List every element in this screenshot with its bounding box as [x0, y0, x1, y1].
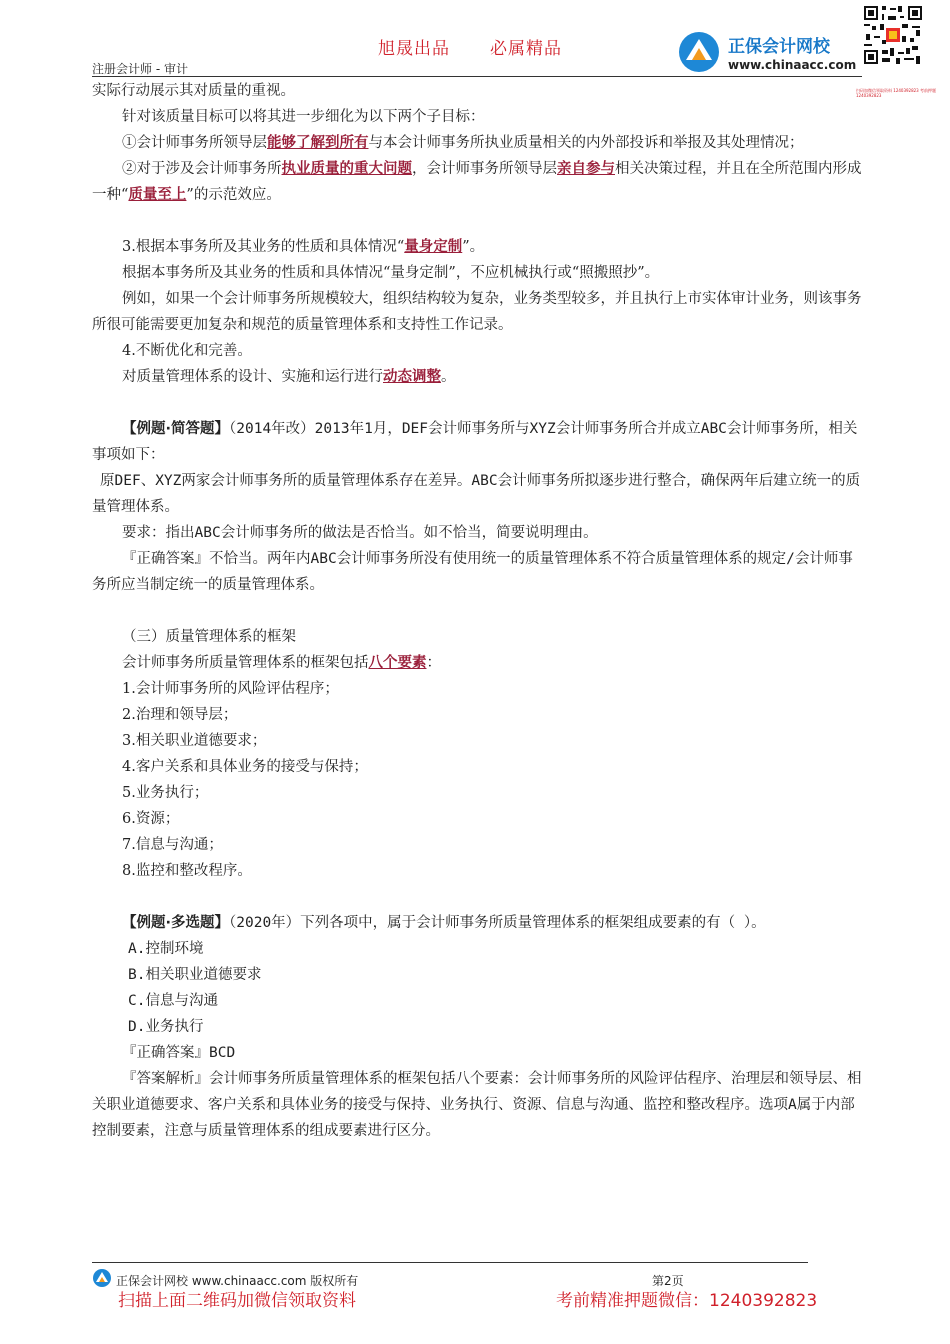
- text-run: 相关决策过程，并且在全所范围内形成一种“: [92, 161, 862, 203]
- example-tag: 【例题·简答题】: [122, 421, 230, 437]
- highlight-text: 亲自参与: [557, 161, 615, 177]
- example-answer: 『正确答案』BCD: [122, 1045, 236, 1061]
- paragraph: 例如，如果一个会计师事务所规模较大，组织结构较为复杂，业务类型较多，并且执行上市实体审计业务，则该事务所很可能需要更加复杂和规范的质量管理体系和支持性工作记录。: [92, 291, 862, 333]
- example-intro: [92, 910, 862, 936]
- footer-divider: [92, 1262, 808, 1263]
- example-intro: [92, 416, 862, 468]
- example-answer: 『正确答案』不恰当。两年内ABC会计师事务所没有使用统一的质量管理体系不符合质量管理体系的规定/会计师事务所应当制定统一的质量管理体系。: [92, 551, 853, 593]
- header-divider: [92, 76, 862, 77]
- example-requirement: 要求：指出ABC会计师事务所的做法是否恰当。如不恰当，简要说明理由。: [122, 525, 598, 541]
- highlight-text: 量身定制: [404, 239, 463, 255]
- text-run: 对质量管理体系的设计、实施和运行进行: [122, 369, 383, 385]
- slogan-2: 必属精品: [490, 39, 562, 59]
- option-d: D.业务执行: [128, 1019, 204, 1035]
- paragraph: 实际行动展示其对质量的重视。: [92, 83, 295, 99]
- footer-logo-icon: [92, 1268, 112, 1288]
- list-item: 8.监控和整改程序。: [122, 863, 252, 879]
- list-item: 2.治理和领导层；: [122, 707, 238, 723]
- option-b: B.相关职业道德要求: [128, 967, 262, 983]
- footer-promo-left: 扫描上面二维码加微信领取资料: [118, 1291, 356, 1311]
- paragraph: [92, 650, 862, 676]
- highlight-text: 能够了解到所有: [267, 135, 369, 151]
- text-run: ”的示范效应。: [186, 187, 281, 203]
- option-c: C.信息与沟通: [128, 993, 218, 1009]
- highlight-text: 八个要素: [368, 655, 427, 671]
- footer-copyright: 正保会计网校 www.chinaacc.com 版权所有: [116, 1274, 359, 1288]
- brand-url: www.chinaacc.com: [728, 58, 857, 72]
- highlight-text: 质量至上: [128, 187, 187, 203]
- text-run: 与本会计师事务所执业质量相关的内外部投诉和举报及其处理情况；: [368, 135, 804, 151]
- paragraph: 针对该质量目标可以将其进一步细化为以下两个子目标：: [122, 109, 485, 125]
- text-run: 3.根据本事务所及其业务的性质和具体情况“: [122, 239, 405, 255]
- brand-logo: [676, 30, 860, 74]
- document-body: [92, 78, 862, 1144]
- section-heading: （三）质量管理体系的框架: [122, 629, 296, 645]
- highlight-text: 动态调整: [383, 369, 441, 385]
- text-run: （2014年改）2013年1月，DEF会计师事务所与XYZ会计师事务所合并成立ABC会计师事务所，相关事项如下：: [92, 421, 858, 463]
- example-short-answer: [92, 416, 862, 598]
- example-tag: 【例题·多选题】: [122, 915, 230, 931]
- example-item: 原DEF、XYZ两家会计师事务所的质量管理体系存在差异。ABC会计师事务所拟逐步进行整合，确保两年后建立统一的质量管理体系。: [92, 473, 861, 515]
- list-item: 5.业务执行；: [122, 785, 209, 801]
- text-run: ②对于涉及会计师事务所: [122, 161, 282, 177]
- text-run: （2020年）下列各项中，属于会计师事务所质量管理体系的框架组成要素的有（ ）。: [229, 915, 766, 931]
- text-run: 。: [441, 369, 456, 385]
- course-title: 注册会计师 - 审计: [92, 62, 188, 76]
- list-item: 3.相关职业道德要求；: [122, 733, 267, 749]
- example-analysis: 『答案解析』会计师事务所质量管理体系的框架包括八个要素：会计师事务所的风险评估程序、治理层和领导层、相关职业道德要求、客户关系和具体业务的接受与保持、业务执行、资源、信息与沟通、监控和整改程序。选项A属于内部控制要素，注意与质量管理体系的组成要素进行区分。: [92, 1071, 862, 1139]
- text-run: ①会计师事务所领导层: [122, 135, 267, 151]
- list-item: 1.会计师事务所的风险评估程序；: [122, 681, 339, 697]
- highlight-text: 执业质量的重大问题: [281, 161, 412, 177]
- text-run: ”。: [462, 239, 485, 255]
- paragraph: [92, 364, 862, 390]
- slogan-1: 旭晟出品: [378, 39, 450, 59]
- list-item: 4.客户关系和具体业务的接受与保持；: [122, 759, 368, 775]
- paragraph: [92, 130, 862, 156]
- footer-promo-right: 考前精准押题微信：1240392823: [556, 1291, 818, 1311]
- brand-emblem-icon: [676, 30, 722, 74]
- text-run: ，会计师事务所领导层: [412, 161, 557, 177]
- option-a: A.控制环境: [128, 941, 204, 957]
- list-item: 7.信息与沟通；: [122, 837, 223, 853]
- qr-code-icon: [862, 4, 924, 66]
- paragraph: [92, 156, 862, 208]
- example-multiple-choice: [92, 910, 862, 1144]
- paragraph: 根据本事务所及其业务的性质和具体情况“量身定制”，不应机械执行或“照搬照抄”。: [122, 265, 660, 281]
- paragraph: [92, 234, 862, 260]
- list-item: 6.资源；: [122, 811, 180, 827]
- text-run: ：: [426, 655, 441, 671]
- brand-name: 正保会计网校: [728, 37, 830, 57]
- page-number: 第2页: [652, 1274, 684, 1288]
- qr-caption: 扫码加微信领取资料 1240392823 考前押题 1240392823: [856, 88, 936, 98]
- text-run: 会计师事务所质量管理体系的框架包括: [122, 655, 369, 671]
- paragraph: 4.不断优化和完善。: [122, 343, 252, 359]
- header-slogan: [378, 34, 602, 59]
